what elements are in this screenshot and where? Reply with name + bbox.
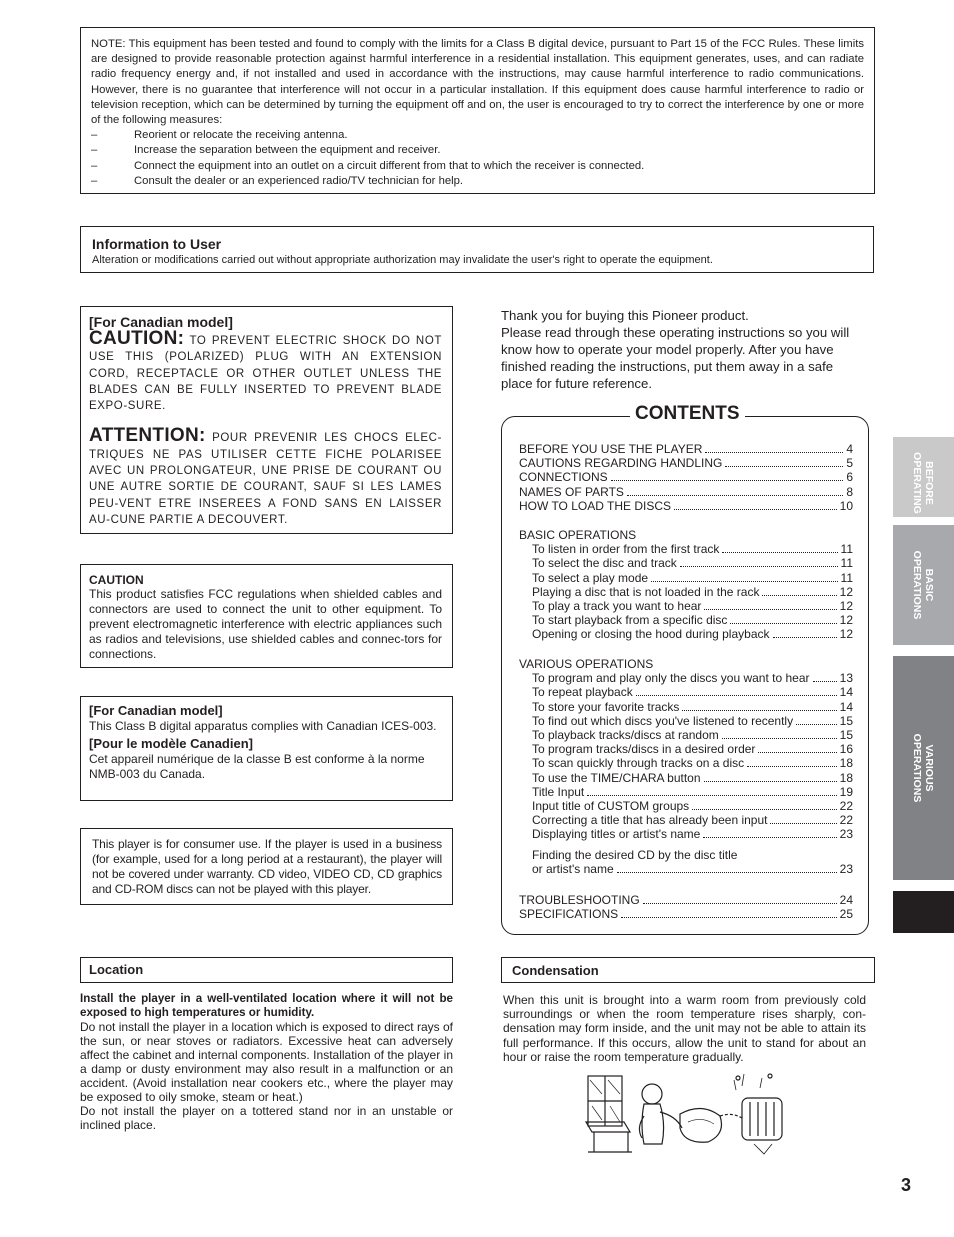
toc-entry[interactable] — [519, 485, 853, 499]
toc-leader — [627, 495, 843, 496]
toc-entry-page: 6 — [846, 470, 853, 485]
toc-entry[interactable] — [519, 907, 853, 921]
fcc-notice-text: NOTE: This equipment has been tested and found to comply with the limits for a Class B digital device, pursuant to Part 15 of the FCC Rules. These limits are designed to provide reasonable protection against harmful interference in a residential installation. This equipment generates, uses, and can radiate radio frequency energy and, if not installed and used in accordance with the instructions, may cause harmful interference to radio communications. However, there is no guarantee that interference will not occur in a particular installation. If this equipment does cause harmful interference to radio or television reception, which can be determined by turning the equipment off and on, the user is encouraged to try to correct the interference by one or more of the following measures: — [91, 38, 864, 127]
toc-entry-label: BEFORE YOU USE THE PLAYER — [519, 442, 703, 456]
tab-basic-operations[interactable] — [893, 525, 954, 645]
toc-leader — [762, 595, 836, 596]
toc-entry-label: TROUBLESHOOTING — [519, 893, 640, 907]
toc-leader — [692, 809, 836, 810]
toc-leader — [730, 623, 836, 624]
fcc-measure: – Increase the separation between the equipment and receiver. — [91, 143, 864, 158]
toc-entry-page: 11 — [840, 570, 853, 585]
toc-entry-label: or artist's name — [532, 862, 614, 877]
fcc-measure: – Reorient or relocate the receiving antenna. — [91, 128, 864, 143]
toc-entry-label: To store your favorite tracks — [532, 699, 680, 714]
intro-line-1: Thank you for buying this Pioneer product. — [501, 308, 749, 323]
toc-entry[interactable] — [519, 742, 853, 756]
toc-leader — [680, 566, 838, 567]
toc-leader — [621, 917, 837, 918]
toc-entry[interactable] — [519, 714, 853, 728]
info-to-user-box — [80, 226, 874, 273]
toc-leader — [796, 724, 837, 725]
ices-heading-fr: [Pour le modèle Canadien] — [89, 736, 253, 751]
toc-entry-label: Input title of CUSTOM groups — [532, 798, 690, 813]
toc-entry[interactable] — [519, 599, 853, 613]
toc-entry-page: 12 — [839, 613, 853, 628]
toc-entry[interactable] — [519, 470, 853, 484]
toc-entry-page: 8 — [846, 484, 853, 499]
attention-label: ATTENTION: — [89, 425, 206, 447]
fcc-measure-text: Reorient or relocate the receiving antenna. — [134, 129, 348, 142]
toc-entry[interactable] — [519, 571, 853, 585]
toc-leader — [747, 766, 837, 767]
toc-leader — [770, 823, 836, 824]
toc-entry[interactable] — [519, 499, 853, 513]
fcc-caution-text: This product satisfies FCC regulations when shielded cables and connectors are used to connect the unit to other equipment. To prevent electromagnetic interference with electric appliances such as radios and televisions, use shielded cables and connec-tors for connections. — [89, 587, 442, 661]
location-text-1: Do not install the player in a location which is exposed to direct rays of the sun, or near stoves or radiators. Excessive heat can adversely affect the cabinet and internal components. Installation of the player in a damp or dusty environment may also result in a malfunction or an accident. (Avoid installation near cookers etc., where the player may be exposed to oily smoke, steam or heat.) — [80, 1020, 453, 1104]
condensation-illustration — [584, 1072, 794, 1156]
info-to-user-heading: Information to User — [92, 236, 222, 252]
toc-entry-page: 12 — [839, 584, 853, 599]
toc-leader — [636, 695, 837, 696]
toc-entry-label: HOW TO LOAD THE DISCS — [519, 498, 672, 513]
fcc-measure: – Connect the equipment into an outlet on a circuit different from that to which the receiver is connected. — [91, 159, 864, 174]
toc-entry-label: To select a play mode — [532, 570, 649, 585]
toc-leader — [617, 872, 837, 873]
toc-entry-label: Title Input — [532, 784, 585, 799]
caution-paragraph — [89, 328, 442, 414]
fcc-measure: – Consult the dealer or an experienced radio/TV technician for help. — [91, 174, 864, 189]
info-to-user-text: Alteration or modifications carried out without appropriate authorization may invalidate the user's right to operate the equipment. — [92, 254, 713, 266]
toc-entry-label: To program and play only the discs you want to hear — [532, 671, 810, 686]
condensation-text: When this unit is brought into a warm room from previously cold surroundings or when the room temperature rises sharply, con-densation may form inside, and the unit may not be able to attain its full performance. If this occurs, allow the unit to stand for about an hour or raise the room temperature gradually. — [503, 993, 866, 1064]
toc-entry[interactable] — [519, 456, 853, 470]
toc-entry[interactable] — [519, 728, 853, 742]
toc-various-operations — [519, 657, 853, 841]
toc-entry[interactable] — [519, 700, 853, 714]
toc-entry[interactable] — [519, 813, 853, 827]
toc-entry-page: 14 — [839, 699, 853, 714]
fcc-caution-heading: CAUTION — [89, 573, 144, 587]
toc-leader — [587, 795, 836, 796]
toc-leader — [674, 509, 837, 510]
tab-label: VARIOUS OPERATIONS — [911, 733, 935, 803]
toc-entry-label: SPECIFICATIONS — [519, 907, 619, 922]
attention-text: POUR PREVENIR LES CHOCS ELEC-TRIQUES NE PAS UTILISER CETTE FICHE POLARISEE AVEC UN PROLONGATEUR, UNE PRISE DE COURANT OU UNE AUTRE SORTIE DE COURANT, SAUF SI LES LAMES PEU-VENT ETRE INSEREES A FOND SANS EN LAISSER AU-CUNE PARTIE A DECOUVERT. — [89, 432, 443, 526]
canadian-plug-heading: [For Canadian model] — [89, 314, 233, 330]
toc-entry-label: To playback tracks/discs at random — [532, 727, 719, 742]
toc-entry[interactable] — [519, 827, 853, 841]
toc-group-1 — [519, 442, 853, 513]
page-number: 3 — [901, 1175, 912, 1195]
consumer-use-box — [80, 828, 453, 905]
toc-leader — [813, 681, 837, 682]
toc-entry-label: Correcting a title that has already been input — [532, 813, 768, 828]
toc-basic-operations — [519, 528, 853, 642]
toc-entry-page: 12 — [839, 627, 853, 642]
toc-entry[interactable] — [519, 785, 853, 799]
toc-entry-page: 5 — [846, 456, 853, 471]
toc-group-3 — [519, 893, 853, 921]
toc-entry-label: Playing a disc that is not loaded in the rack — [532, 584, 760, 599]
toc-entry-label: To program tracks/discs in a desired order — [532, 742, 756, 757]
toc-entry-page: 4 — [846, 442, 853, 456]
fcc-measure-text: Connect the equipment into an outlet on a circuit different from that to which the receiver is connected. — [134, 159, 645, 172]
toc-finding-entry[interactable] — [519, 848, 853, 876]
toc-entry[interactable] — [519, 542, 853, 556]
table-illustration — [586, 1122, 630, 1132]
caution-label: CAUTION: — [89, 328, 185, 349]
location-heading: Location — [80, 957, 453, 983]
toc-entry-page: 11 — [840, 556, 853, 571]
fcc-measure-text: Consult the dealer or an experienced radio/TV technician for help. — [134, 174, 464, 187]
tab-label: BEFORE OPERATING — [911, 452, 935, 514]
toc-entry[interactable] — [519, 627, 853, 641]
toc-entry-label: NAMES OF PARTS — [519, 484, 624, 499]
person-head — [642, 1084, 662, 1104]
contents-title: CONTENTS — [630, 403, 745, 425]
toc-entry-page: 10 — [839, 498, 853, 513]
toc-entry-label: To listen in order from the first track — [532, 542, 720, 557]
toc-section-heading: BASIC OPERATIONS — [519, 528, 637, 542]
tab-various-operations[interactable] — [893, 656, 954, 880]
toc-entry-label: To select the disc and track — [532, 556, 677, 571]
toc-entry-page: 12 — [839, 598, 853, 613]
toc-leader — [611, 480, 844, 481]
canadian-plug-box — [80, 306, 453, 534]
toc-entry[interactable] — [519, 556, 853, 570]
toc-entry-label: Displaying titles or artist's name — [532, 827, 701, 842]
toc-entry-page: 24 — [839, 893, 853, 907]
toc-entry-page: 25 — [839, 907, 853, 922]
toc-leader — [722, 552, 837, 553]
caution-text: TO PREVENT ELECTRIC SHOCK DO NOT USE THIS (POLARIZED) PLUG WITH AN EXTENSION CORD, RECEPTACLE OR OTHER OUTLET UNLESS THE BLADES CAN BE FULLY INSERTED TO PREVENT BLADE EXPO-SURE. — [89, 335, 442, 413]
toc-leader — [705, 452, 843, 453]
canadian-ices-box — [80, 696, 453, 801]
toc-entry-page: 16 — [839, 742, 853, 757]
toc-leader — [703, 837, 836, 838]
toc-leader — [682, 710, 836, 711]
toc-entry[interactable] — [519, 685, 853, 699]
tab-label: BASIC OPERATIONS — [911, 550, 935, 620]
toc-entry-label: CAUTIONS REGARDING HANDLING — [519, 456, 723, 471]
toc-entry[interactable] — [519, 893, 853, 907]
toc-entry-page: 14 — [839, 685, 853, 700]
fcc-measure-text: Increase the separation between the equipment and receiver. — [134, 144, 441, 157]
toc-entry-label: To use the TIME/CHARA button — [532, 770, 701, 785]
toc-entry-page: 23 — [839, 862, 853, 877]
tab-other[interactable] — [893, 891, 954, 933]
toc-entry-page: 22 — [839, 798, 853, 813]
tab-before-operating[interactable] — [893, 437, 954, 517]
fcc-notice — [80, 27, 875, 194]
condensation-heading: Condensation — [501, 957, 875, 983]
intro-text — [501, 307, 866, 392]
toc-entry-page: 11 — [840, 542, 853, 557]
location-bold-text: Install the player in a well-ventilated location where it will not be exposed to high temperatures or humidity. — [80, 992, 453, 1019]
attention-paragraph — [89, 425, 443, 528]
toc-leader — [773, 637, 837, 638]
fcc-caution-box — [80, 564, 453, 668]
toc-entry — [519, 862, 853, 876]
toc-entry-page: 13 — [839, 671, 853, 686]
toc-entry-label: Finding the desired CD by the disc title — [532, 848, 738, 862]
toc-entry-page: 23 — [839, 827, 853, 842]
toc-entry-page: 19 — [839, 784, 853, 799]
toc-leader — [643, 903, 837, 904]
toc-section-heading: VARIOUS OPERATIONS — [519, 657, 654, 671]
location-body — [80, 992, 453, 1132]
toc-entry[interactable] — [519, 442, 853, 456]
toc-entry-label: CONNECTIONS — [519, 470, 608, 485]
toc-entry-page: 15 — [839, 727, 853, 742]
toc-entry[interactable] — [519, 671, 853, 685]
toc-entry[interactable] — [519, 756, 853, 770]
toc-leader — [704, 781, 837, 782]
toc-entry-label: To scan quickly through tracks on a disc — [532, 756, 745, 771]
toc-entry[interactable] — [519, 585, 853, 599]
toc-leader — [651, 581, 837, 582]
toc-entry-label: To start playback from a specific disc — [532, 613, 728, 628]
toc-leader — [725, 466, 843, 467]
toc-entry-label: To play a track you want to hear — [532, 598, 702, 613]
cd-player-illustration — [680, 1108, 722, 1142]
toc-entry-page: 15 — [839, 713, 853, 728]
consumer-use-text: This player is for consumer use. If the player is used in a business (for example, used for a long period at a restaurant), the player will not be covered under warranty. CD video, VIDEO CD, CD graphics and CD-ROM discs can not be played with this player. — [92, 837, 442, 896]
toc-entry-page: 22 — [839, 813, 853, 828]
toc-leader — [704, 609, 836, 610]
ices-heading-en: [For Canadian model] — [89, 703, 223, 718]
toc-entry-label: To find out which discs you've listened to recently — [532, 713, 794, 728]
toc-entry[interactable] — [519, 613, 853, 627]
toc-entry-page: 18 — [839, 770, 853, 785]
location-text-2: Do not install the player on a tottered stand nor in an unstable or inclined place. — [80, 1104, 453, 1132]
heater-illustration — [742, 1098, 782, 1140]
ices-text-fr: Cet appareil numérique de la classe B est conforme à la norme NMB-003 du Canada. — [89, 752, 425, 781]
toc-entry-label: To repeat playback — [532, 685, 633, 700]
toc-entry[interactable] — [519, 799, 853, 813]
ices-text-en: This Class B digital apparatus complies with Canadian ICES-003. — [89, 719, 437, 733]
toc-entry[interactable] — [519, 771, 853, 785]
toc-leader — [758, 752, 836, 753]
intro-line-2: Please read through these operating instructions so you will know how to operate your model properly. After you have finished reading the instructions, put them away in a safe place for future reference. — [501, 325, 850, 391]
toc-entry-page: 18 — [839, 756, 853, 771]
toc-entry-label: Opening or closing the hood during playback — [532, 627, 770, 642]
toc-leader — [722, 738, 837, 739]
